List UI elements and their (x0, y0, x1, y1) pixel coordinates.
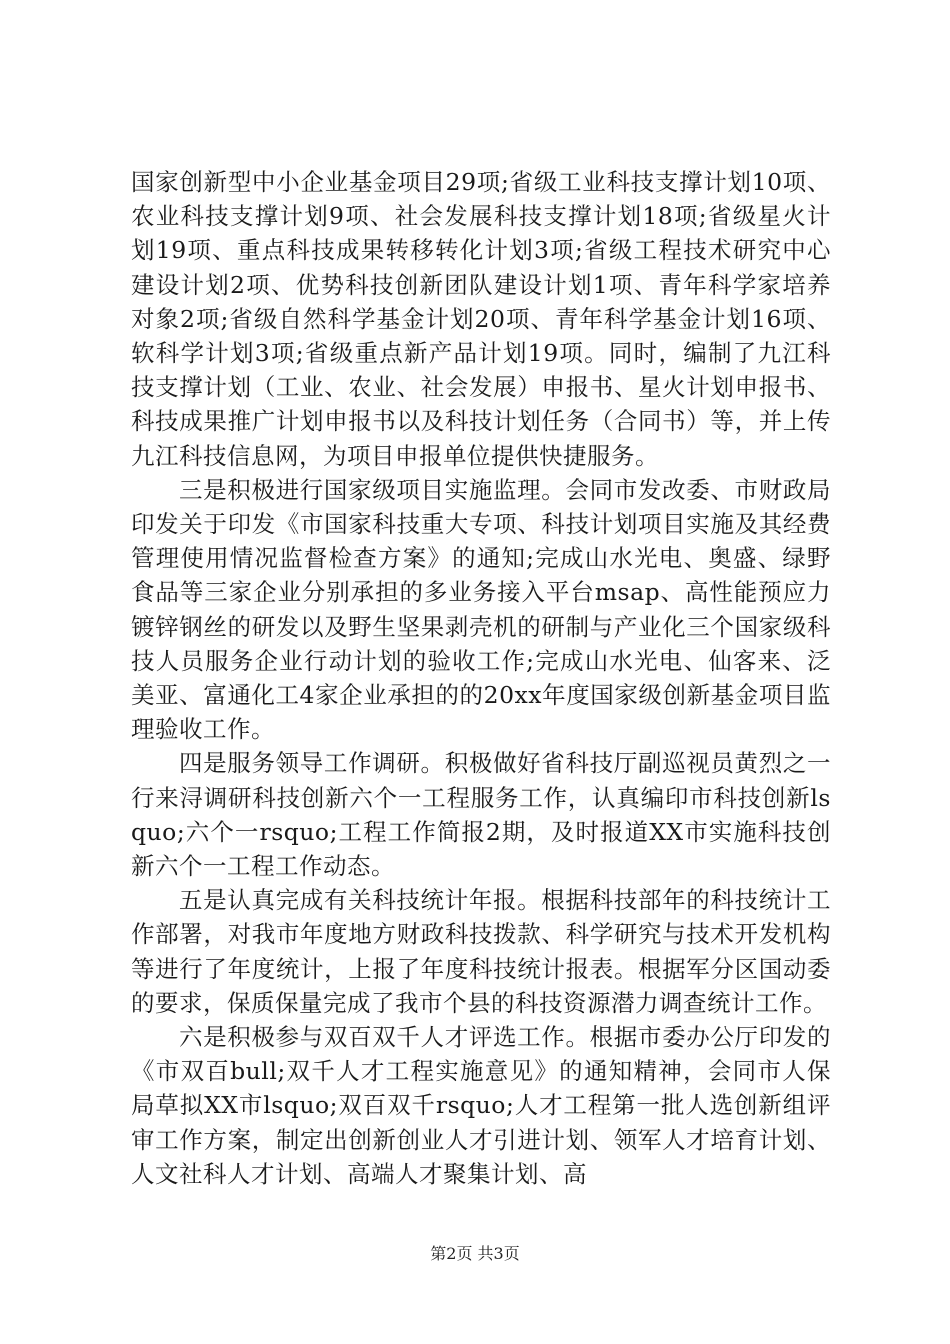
paragraph-statistics-report: 五是认真完成有关科技统计年报。根据科技部年的科技统计工作部署，对我市年度地方财政科技拨款、科学研究与技术开发机构等进行了年度统计，上报了年度科技统计报表。根据军分区国动委的要求，保质保量完成了我市个县的科技资源潜力调查统计工作。 (131, 886, 831, 1017)
document-body (131, 165, 831, 1191)
page-number-footer: 第2页 共3页 (430, 1244, 520, 1263)
paragraph-continued: 国家创新型中小企业基金项目29项;省级工业科技支撑计划10项、农业科技支撑计划9项、社会发展科技支撑计划18项;省级星火计划19项、重点科技成果转移转化计划3项;省级工程技术研究中心建设计划2项、优势科技创新团队建设计划1项、青年科学家培养对象2项;省级自然科学基金计划20项、青年科学基金计划16项、软科学计划3项;省级重点新产品计划19项。同时，编制了九江科技支撑计划（工业、农业、社会发展）申报书、星火计划申报书、科技成果推广计划申报书以及科技计划任务（合同书）等，并上传九江科技信息网，为项目申报单位提供快捷服务。 (131, 168, 831, 470)
paragraph-project-supervision: 三是积极进行国家级项目实施监理。会同市发改委、市财政局印发关于印发《市国家科技重大专项、科技计划项目实施及其经费管理使用情况监督检查方案》的通知;完成山水光电、奥盛、绿野食品等三家企业分别承担的多业务接入平台msap、高性能预应力镀锌钢丝的研发以及野生坚果剥壳机的研制与产业化三个国家级科技人员服务企业行动计划的验收工作;完成山水光电、仙客来、泛美亚、富通化工4家企业承担的的20xx年度国家级创新基金项目监理验收工作。 (131, 475, 831, 744)
paragraph-leadership-research: 四是服务领导工作调研。积极做好省科技厅副巡视员黄烈之一行来浔调研科技创新六个一工程服务工作，认真编印市科技创新lsquo;六个一rsquo;工程工作简报2期，及时报道XX市实施科技创新六个一工程工作动态。 (131, 749, 831, 881)
paragraph-talent-selection: 六是积极参与双百双千人才评选工作。根据市委办公厅印发的《市双百bull;双千人才工程实施意见》的通知精神，会同市人保局草拟XX市lsquo;双百双千rsquo;人才工程第一批人选创新组评审工作方案，制定出创新创业人才引进计划、领军人才培育计划、人文社科人才计划、高端人才聚集计划、高 (131, 1023, 831, 1188)
